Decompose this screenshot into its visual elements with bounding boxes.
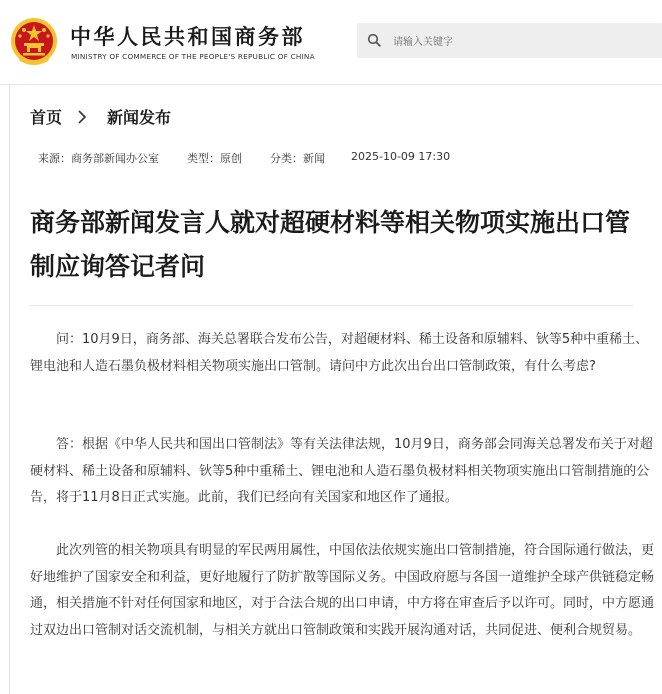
search-input[interactable]: 请输入关键字 — [393, 37, 453, 48]
meta-source: 来源：商务部新闻办公室 — [38, 152, 159, 165]
chevron-right-icon — [76, 110, 88, 124]
content-border — [9, 85, 10, 694]
meta-type: 类型：原创 — [187, 152, 242, 165]
search-bar[interactable] — [357, 23, 662, 58]
site-header — [0, 0, 662, 84]
breadcrumb-current[interactable]: 新闻发布 — [107, 108, 172, 127]
search-icon[interactable] — [367, 33, 381, 47]
article-paragraph-question: 问：10月9日，商务部、海关总署联合发布公告，对超硬材料、稀土设备和原辅料、钬等5种中重稀土、锂电池和人造石墨负极材料相关物项实施出口管制。请问中方此次出台出口管制政策，有什么考虑? — [30, 332, 649, 374]
article-paragraph-answer: 答：根据《中华人民共和国出口管制法》等有关法律法规，10月9日，商务部会同海关总署发布关于对超硬材料、稀土设备和原辅料、钬等5种中重稀土、锂电池和人造石墨负极材料相关物项实施出口管制措施的公告，将于11月8日正式实施。此前，我们已经向有关国家和地区作了通报。 — [30, 437, 653, 505]
article-paragraph-details: 此次列管的相关物项具有明显的军民两用属性，中国依法依规实施出口管制措施，符合国际通行做法，更好地维护了国家安全和利益，更好地履行了防扩散等国际义务。中国政府愿与各国一道维护全球产供链稳定畅通，相关措施不针对任何国家和地区，对于合法合规的出口申请，中方将在审查后予以许可。同时，中方愿通过双边出口管制对话交流机制，与相关方就出口管制政策和实践开展沟通对话，共同促进、便利合规贸易。 — [30, 543, 655, 638]
site-subtitle: MINISTRY OF COMMERCE OF THE PEOPLE'S REPUBLIC OF CHINA — [71, 52, 315, 61]
site-title[interactable]: 中华人民共和国商务部 — [70, 25, 305, 49]
meta-date: 2025-10-09 17:30 — [351, 150, 451, 163]
article-title: 商务部新闻发言人就对超硬材料等相关物项实施出口管制应询答记者问 — [30, 208, 631, 281]
title-divider — [30, 305, 633, 306]
breadcrumb-home[interactable]: 首页 — [30, 108, 63, 127]
header-divider — [0, 84, 662, 85]
national-emblem-icon[interactable] — [10, 17, 58, 67]
meta-category: 分类：新闻 — [270, 152, 325, 165]
